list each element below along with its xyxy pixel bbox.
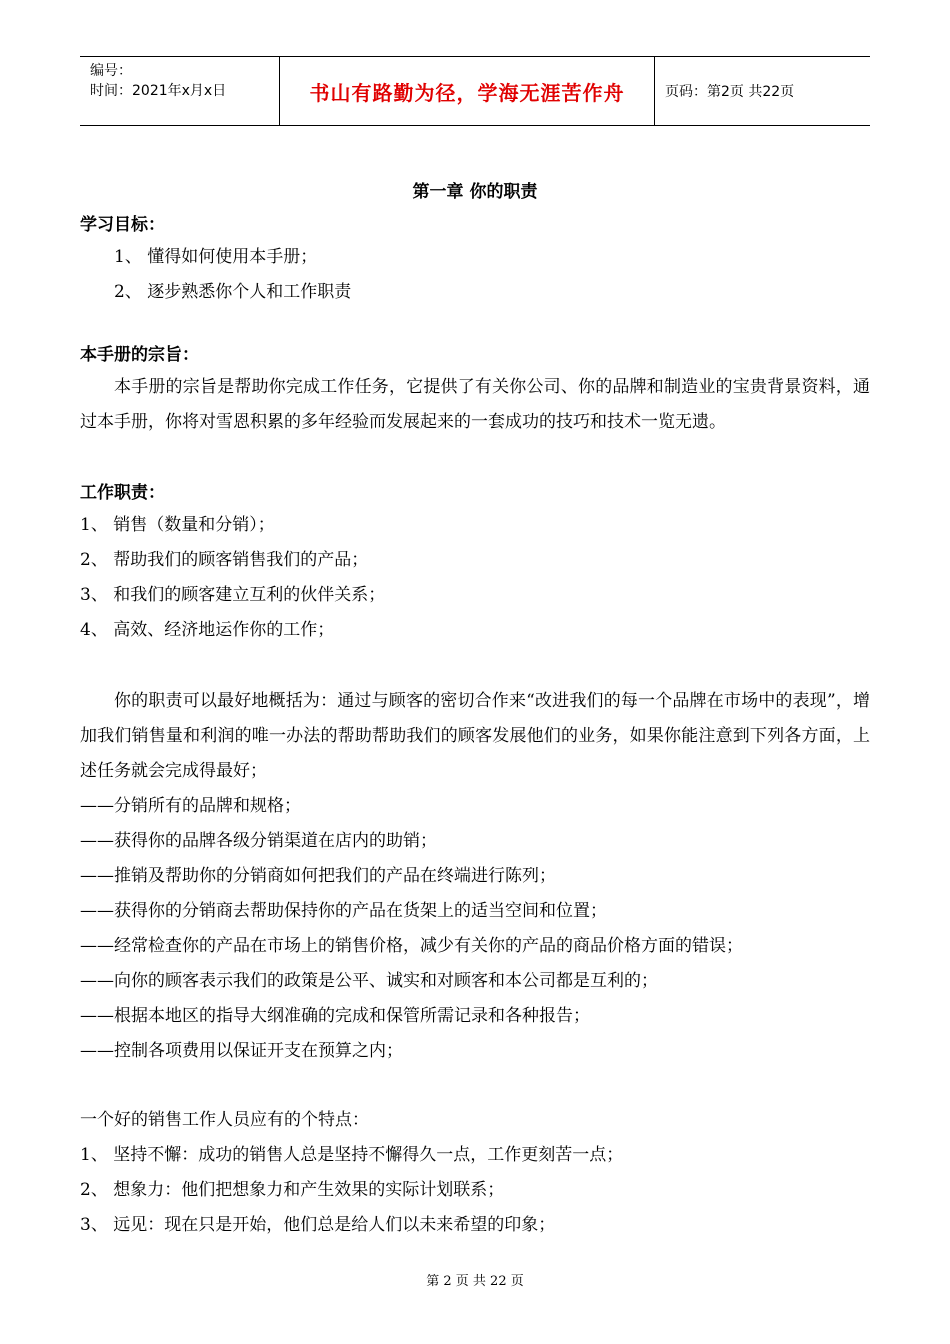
duty-item: 2、 帮助我们的顾客销售我们的产品； [80, 550, 369, 570]
summary-point: ——推销及帮助你的分销商如何把我们的产品在终端进行陈列； [80, 866, 556, 886]
header-meta [80, 57, 280, 125]
document-number-label: 编号： [90, 63, 132, 79]
document-date: 时间：2021年x月x日 [90, 83, 227, 99]
duty-item: 3、 和我们的顾客建立互利的伙伴关系； [80, 585, 386, 605]
summary-point: ——获得你的品牌各级分销渠道在店内的助销； [80, 831, 437, 851]
duties-heading: 工作职责： [80, 483, 165, 503]
summary-point: ——获得你的分销商去帮助保持你的产品在货架上的适当空间和位置； [80, 901, 607, 921]
purpose-heading: 本手册的宗旨： [80, 345, 199, 365]
learning-goals-heading: 学习目标： [80, 215, 165, 235]
trait-item: 1、 坚持不懈：成功的销售人总是坚持不懈得久一点，工作更刻苦一点； [80, 1145, 624, 1165]
trait-item: 3、 远见：现在只是开始，他们总是给人们以未来希望的印象； [80, 1215, 556, 1235]
summary-point: ——经常检查你的产品在市场上的销售价格，减少有关你的产品的商品价格方面的错误； [80, 936, 743, 956]
header-page-info: 页码：第2页 共22页 [665, 84, 795, 100]
duty-item: 4、 高效、经济地运作你的工作； [80, 620, 335, 640]
document-body [80, 178, 870, 1243]
chapter-title: 第一章 你的职责 [412, 182, 538, 202]
page-footer: 第 2 页 共 22 页 [426, 1274, 524, 1289]
page-header [80, 56, 870, 126]
summary-point: ——分销所有的品牌和规格； [80, 796, 301, 816]
purpose-paragraph: 本手册的宗旨是帮助你完成工作任务，它提供了有关你公司、你的品牌和制造业的宝贵背景资料，通过本手册，你将对雪恩积累的多年经验而发展起来的一套成功的技巧和技术一览无遗。 [80, 377, 870, 432]
duty-item: 1、 销售（数量和分销）； [80, 515, 275, 535]
summary-point: ——向你的顾客表示我们的政策是公平、诚实和对顾客和本公司都是互利的； [80, 971, 658, 991]
traits-intro: 一个好的销售工作人员应有的个特点： [80, 1110, 369, 1130]
summary-point: ——根据本地区的指导大纲准确的完成和保管所需记录和各种报告； [80, 1006, 590, 1026]
trait-item: 2、 想象力：他们把想象力和产生效果的实际计划联系； [80, 1180, 505, 1200]
summary-paragraph: 你的职责可以最好地概括为：通过与顾客的密切合作来“改进我们的每一个品牌在市场中的表现”，增加我们销售量和利润的唯一办法的帮助帮助我们的顾客发展他们的业务，如果你能注意到下列各方面，上述任务就会完成得最好； [80, 691, 870, 781]
header-motto: 书山有路勤为径，学海无涯苦作舟 [280, 57, 655, 125]
learning-goal-item: 2、 逐步熟悉你个人和工作职责 [114, 282, 352, 302]
summary-point: ——控制各项费用以保证开支在预算之内； [80, 1041, 403, 1061]
learning-goal-item: 1、 懂得如何使用本手册； [114, 247, 318, 267]
